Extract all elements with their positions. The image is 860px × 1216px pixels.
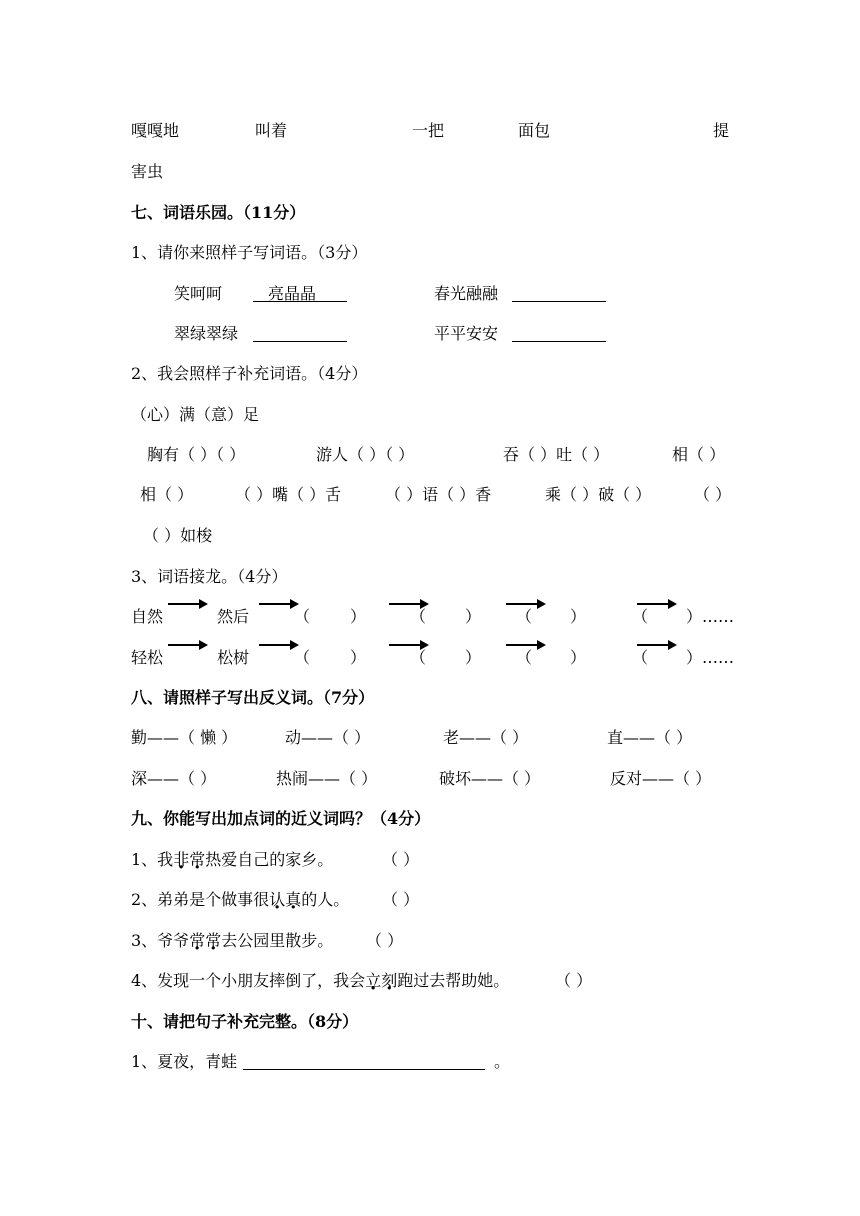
s7-q1-example: 笑呵呵 <box>174 284 223 303</box>
answer-paren[interactable]: （ ） <box>555 971 593 990</box>
match-word-2: 叫着 <box>255 121 288 140</box>
paren-open: （ <box>516 648 533 667</box>
section-10-title: 十、请把句子补充完整。（8分） <box>131 1012 359 1031</box>
s7-q1-title: 1、请你来照样子写词语。（3分） <box>131 243 368 262</box>
answer-blank <box>253 301 347 302</box>
chain-1-start: 自然 <box>131 607 164 626</box>
s7-q2-title: 2、我会照样子补充词语。（4分） <box>131 364 368 383</box>
answer-paren[interactable]: （ ） <box>366 931 404 950</box>
answer-paren[interactable]: （ ） <box>382 850 420 869</box>
paren-close: ） <box>350 607 367 626</box>
answer-blank[interactable] <box>512 341 606 342</box>
s10-q1-prefix: 1、夏夜，青蛙 <box>131 1052 238 1071</box>
s7-q2-item: 乘（ ）破（ ） <box>545 485 652 504</box>
s7-q2-item: 胸有（ ）（ ） <box>147 445 246 464</box>
s7-q2-item: 相（ ） <box>140 485 194 504</box>
s7-q2-item: （ ）如梭 <box>143 526 213 545</box>
paren-close-ellipsis: ）…… <box>686 607 735 626</box>
antonym-item: 热闹——（ ） <box>276 769 378 788</box>
s7-q2-example: （心）满（意）足 <box>131 405 260 424</box>
paren-close: ） <box>570 607 587 626</box>
answer-blank[interactable] <box>512 301 606 302</box>
paren-close: ） <box>350 648 367 667</box>
antonym-item: 动——（ ） <box>285 728 371 747</box>
antonym-item: 破坏——（ ） <box>439 769 541 788</box>
paren-open: （ <box>294 607 311 626</box>
arrow-icon <box>259 639 299 651</box>
s7-q2-item: 相（ ） <box>672 445 726 464</box>
match-word-5: 提 <box>713 121 730 140</box>
paren-close: ） <box>465 607 482 626</box>
paren-close-ellipsis: ）…… <box>686 648 735 667</box>
arrow-icon <box>259 598 299 610</box>
synonym-item-2: 2、弟弟是个做事很认真的人。 <box>131 890 350 909</box>
arrow-icon <box>168 639 208 651</box>
s7-q2-item: （ ）语（ ）香 <box>385 485 492 504</box>
match-word-3: 一把 <box>412 121 445 140</box>
s7-q2-item: （ ） <box>694 485 732 504</box>
s7-q1-example-answer: 亮晶晶 <box>268 284 317 303</box>
antonym-item: 深——（ ） <box>131 769 217 788</box>
match-word-1: 嘎嘎地 <box>131 121 180 140</box>
answer-paren[interactable]: （ ） <box>382 890 420 909</box>
antonym-item: 老——（ ） <box>443 728 529 747</box>
section-9-title: 九、你能写出加点词的近义词吗？（4分） <box>131 809 431 828</box>
antonym-item: 反对——（ ） <box>610 769 712 788</box>
chain-2-start: 轻松 <box>131 648 164 667</box>
paren-close: ） <box>465 648 482 667</box>
antonym-item: 直——（ ） <box>607 728 693 747</box>
s7-q3-title: 3、词语接龙。（4分） <box>131 567 288 586</box>
s7-q2-item: 吞（ ）吐（ ） <box>503 445 610 464</box>
paren-open: （ <box>632 648 649 667</box>
synonym-item-3: 3、爷爷常常去公园里散步。 <box>131 931 334 950</box>
chain-1-second: 然后 <box>217 607 250 626</box>
synonym-item-1: 1、我非常热爱自己的家乡。 <box>131 850 334 869</box>
paren-open: （ <box>294 648 311 667</box>
paren-open: （ <box>410 607 427 626</box>
antonym-item: 勤——（ 懒 ） <box>131 728 238 747</box>
answer-blank[interactable] <box>253 341 347 342</box>
paren-open: （ <box>410 648 427 667</box>
match-word-6: 害虫 <box>131 162 164 181</box>
section-8-title: 八、请照样子写出反义词。（7分） <box>131 688 375 707</box>
paren-open: （ <box>632 607 649 626</box>
paren-close: ） <box>570 648 587 667</box>
arrow-icon <box>168 598 208 610</box>
s7-q1-item-4: 平平安安 <box>434 324 499 343</box>
section-7-title: 七、词语乐园。（11分） <box>131 203 306 222</box>
s10-q1-suffix: 。 <box>494 1052 511 1071</box>
paren-open: （ <box>516 607 533 626</box>
s7-q1-item-3: 翠绿翠绿 <box>174 324 239 343</box>
synonym-item-4: 4、发现一个小朋友摔倒了，我会立刻跑过去帮助她。 <box>131 971 510 990</box>
s7-q2-item: （ ）嘴（ ）舌 <box>235 485 342 504</box>
chain-2-second: 松树 <box>217 648 250 667</box>
answer-blank[interactable] <box>243 1069 485 1070</box>
s7-q1-item-2: 春光融融 <box>434 284 499 303</box>
s7-q2-item: 游人（ ）（ ） <box>316 445 415 464</box>
match-word-4: 面包 <box>518 121 551 140</box>
